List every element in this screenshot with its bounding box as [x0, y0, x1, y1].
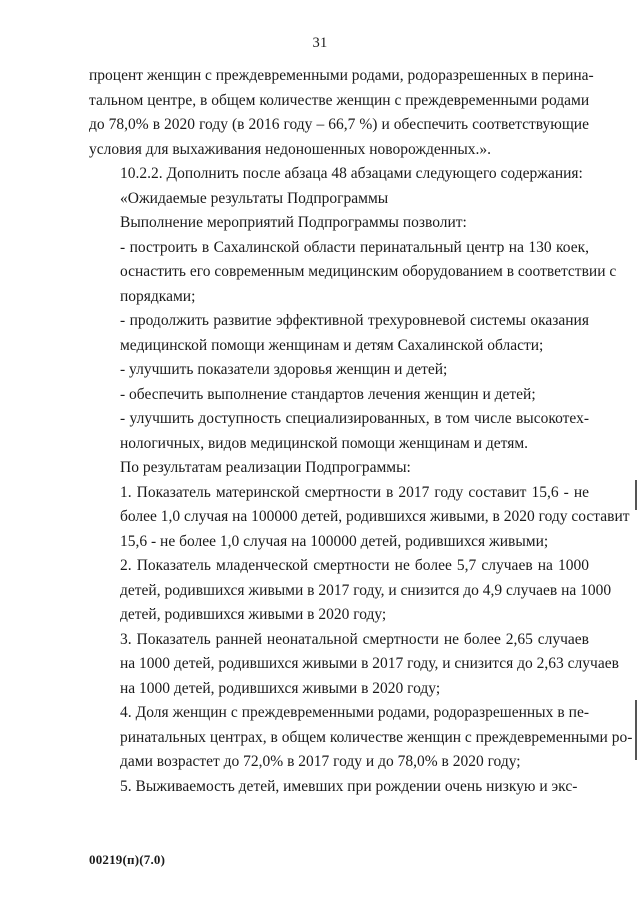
paragraph [89, 481, 630, 555]
paragraph [89, 554, 612, 628]
text-line: 4. Доля женщин с преждевременными родами, родоразрешенных в пе- [120, 704, 589, 721]
text-line: «Ожидаемые результаты Подпрограммы [120, 189, 389, 207]
text-line: 15,6 - не более 1,0 случая на 100000 детей, родившихся живыми; [120, 532, 549, 550]
text-line: детей, родившихся живыми в 2020 году; [120, 606, 387, 623]
paragraph [89, 64, 594, 162]
text-line: тальном центре, в общем количестве женщин с преждевременными родами [89, 91, 590, 109]
paragraph [89, 358, 589, 383]
text-line: 3. Показатель ранней неонатальной смертности не более 2,65 случаев [120, 630, 589, 648]
text-line: 5. Выживаемость детей, имевших при рождении очень низкую и экс- [120, 777, 578, 795]
text-line: детей, родившихся живыми в 2017 году, и снизится до 4,9 случаев на 1000 [120, 581, 612, 599]
text-line: - улучшить показатели здоровья женщин и детей; [120, 361, 448, 378]
document-body [89, 64, 633, 799]
paragraph [89, 309, 589, 358]
document-code: 00219(п)(7.0) [89, 852, 166, 867]
text-line: По результатам реализации Подпрограммы: [120, 459, 411, 476]
paragraph [89, 701, 633, 775]
text-line: Выполнение мероприятий Подпрограммы позволит: [120, 214, 467, 231]
text-line: дами возрастет до 72,0% в 2017 году и до 78,0% в 2020 году; [120, 753, 521, 770]
text-line: медицинской помощи женщинам и детям Сахалинской области; [120, 336, 544, 354]
paragraph [89, 407, 589, 456]
paragraph [89, 211, 589, 236]
page-number: 31 [312, 35, 328, 51]
text-line: нологичных, видов медицинской помощи женщинам и детям. [120, 434, 529, 452]
text-line: условия для выхаживания недоношенных новорожденных.». [89, 140, 492, 158]
text-line: ринатальных центрах, в общем количестве женщин с преждевременными ро- [120, 728, 633, 746]
text-line: порядками; [120, 287, 196, 305]
paragraph [89, 456, 589, 481]
paragraph [89, 162, 589, 187]
text-line: на 1000 детей, родившихся живыми в 2017 году, и снизится до 2,63 случаев [120, 655, 619, 672]
text-line: 2. Показатель младенческой смертности не более 5,7 случаев на 1000 [120, 557, 589, 574]
text-line: на 1000 детей, родившихся живыми в 2020 году; [120, 679, 441, 697]
text-line: - обеспечить выполнение стандартов лечения женщин и детей; [120, 385, 536, 403]
text-line: - продолжить развитие эффективной трехуровневой системы оказания [120, 312, 589, 329]
paragraph [89, 236, 617, 310]
paragraph [89, 187, 589, 212]
text-line: 1. Показатель материнской смертности в 2017 году составит 15,6 - не [120, 483, 589, 501]
paragraph [89, 628, 619, 702]
text-line: до 78,0% в 2020 году (в 2016 году – 66,7 %) и обеспечить соответствующие [89, 116, 589, 133]
text-line: более 1,0 случая на 100000 детей, родившихся живыми, в 2020 году составит [120, 508, 630, 525]
text-line: 10.2.2. Дополнить после абзаца 48 абзацами следующего содержания: [120, 165, 583, 182]
paragraph [89, 775, 589, 800]
text-line: процент женщин с преждевременными родами, родоразрешенных в перина- [89, 67, 594, 84]
text-line: - улучшить доступность специализированных, в том числе высокотех- [120, 410, 589, 427]
scan-edge-mark [635, 700, 637, 760]
text-line: оснастить его современным медицинским оборудованием в соответствии с [120, 263, 617, 280]
scan-edge-mark [635, 480, 637, 510]
text-line: - построить в Сахалинской области перинатальный центр на 130 коек, [120, 238, 589, 256]
paragraph [89, 383, 589, 408]
